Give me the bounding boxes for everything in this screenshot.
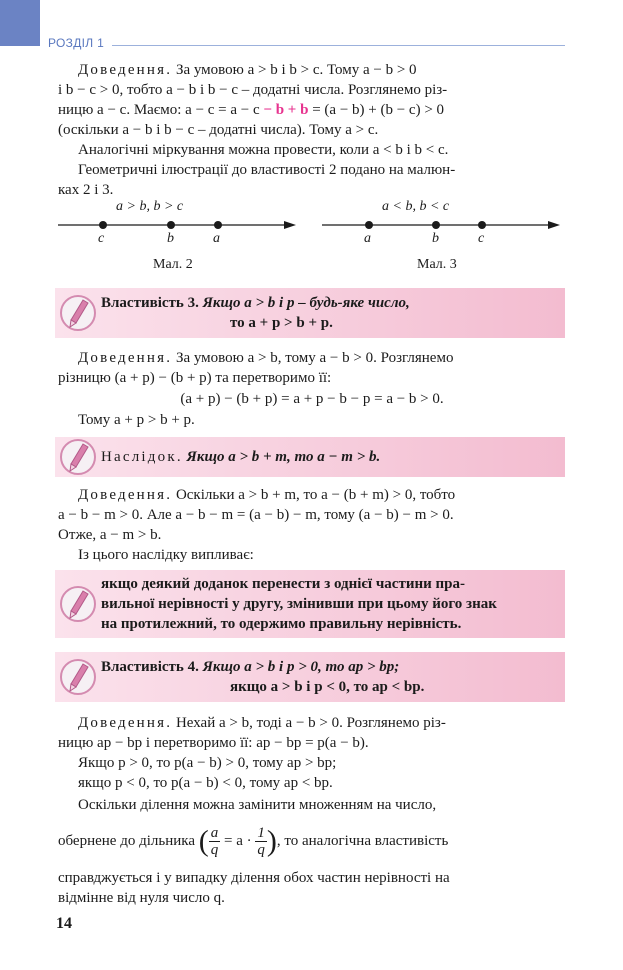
proof1-line7: ках 2 і 3. [58, 182, 114, 198]
pencil-icon [59, 585, 97, 623]
proof1-line6: Геометричні ілюстрації до властивості 2 подано на малюн- [78, 162, 456, 178]
property4-box [55, 652, 565, 702]
figure-2 [58, 195, 298, 275]
fig3-point-a: a [364, 231, 371, 246]
property3-box [55, 288, 565, 338]
fig2-condition: a > b, b > c [116, 199, 184, 214]
section-label: РОЗДІЛ 1 [48, 36, 105, 50]
fig2-point-b: b [167, 231, 174, 246]
highlight-term: − b + b [263, 102, 309, 118]
property3-line2: то a + p > b + p. [230, 315, 333, 331]
proof4-line3: Якщо p > 0, то p(a − b) > 0, тому ap > bp; [78, 755, 337, 771]
page-number: 14 [56, 915, 72, 932]
proof3-line3: Отже, a − m > b. [58, 527, 162, 543]
proof3-line1: Доведення. Оскільки a > b + m, то a − (b + m) > 0, тобто [78, 487, 456, 503]
proof4-line8: відмінне від нуля число q. [58, 890, 225, 906]
proof2-line2: різницю (a + p) − (b + p) та перетворимо її: [58, 370, 332, 386]
proof4-line7: справджується і у випадку ділення обох частин нерівності на [58, 870, 450, 886]
proof1-line5: Аналогічні міркування можна провести, коли a < b і b < c. [78, 142, 449, 158]
proof3-lead: Доведення. [78, 487, 173, 503]
proof2-line1: Доведення. За умовою a > b, тому a − b > 0. Розглянемо [78, 350, 454, 366]
proof2-line4: Тому a + p > b + p. [78, 412, 195, 428]
fig2-caption: Мал. 2 [153, 257, 193, 272]
proof4-line1: Доведення. Нехай a > b, тоді a − b > 0. Розглянемо різ- [78, 715, 446, 731]
proof3-line4: Із цього наслідку випливає: [78, 547, 254, 563]
proof4-lead: Доведення. [78, 715, 173, 731]
fig3-condition: a < b, b < c [382, 199, 450, 214]
proof4-line4: якщо p < 0, то p(a − b) < 0, тому ap < bp. [78, 775, 333, 791]
proof1-line2: і b − c > 0, тобто a − b і b − c – додатні числа. Розглянемо різ- [58, 82, 448, 98]
proof1-line3: ницю a − c. Маємо: a − c = a − c − b + b = (a − b) + (b − c) > 0 [58, 102, 445, 118]
proof4-line2: ницю ap − bp і перетворимо її: ap − bp = p(a − b). [58, 735, 369, 751]
pencil-icon [59, 658, 97, 696]
fig3-point-c: c [478, 231, 485, 246]
section-rule [112, 45, 565, 46]
pencil-icon [59, 438, 97, 476]
rule-line3: на протилежний, то одержимо правильну нерівність. [101, 616, 462, 632]
fig3-point-b: b [432, 231, 439, 246]
property3-title: Властивість 3. [101, 295, 199, 311]
proof1-lead: Доведення. [78, 62, 173, 78]
property4-line1: Властивість 4. Якщо a > b і p > 0, то ap > bp; [101, 659, 400, 675]
fig2-point-a: a [213, 231, 220, 246]
fraction-a-over-q: $\frac{a}{q}$ [210, 825, 219, 859]
pencil-icon [59, 294, 97, 332]
figure-3 [322, 195, 567, 275]
corollary-title: Наслідок. [101, 449, 183, 465]
fraction-1-over-q: $\frac{1}{q}$ [257, 825, 265, 859]
rule-box [55, 570, 565, 638]
rule-line1: якщо деякий доданок перенести з однієї частини пра- [101, 576, 465, 592]
proof4-line6: обернене до дільника ( $\frac{a}{q}$ = a · $\frac{1}{q}$ ), то аналогічна властивість [58, 824, 449, 859]
fig2-point-c: c [98, 231, 105, 246]
proof4-line5: Оскільки ділення можна замінити множенням на число, [78, 797, 437, 813]
corollary-line: Наслідок. Якщо a > b + m, то a − m > b. [101, 449, 381, 465]
proof2-formula: (a + p) − (b + p) = a + p − b − p = a − b > 0. [180, 391, 444, 407]
property4-title: Властивість 4. [101, 659, 199, 675]
fig3-caption: Мал. 3 [417, 257, 457, 272]
corner-tab [0, 0, 40, 46]
property3-line1: Властивість 3. Якщо a > b і p – будь-яке число, [101, 295, 410, 311]
proof1-line1: Доведення. За умовою a > b і b > c. Тому a − b > 0 [78, 62, 417, 78]
proof1-line4: (оскільки a − b і b − c – додатні числа). Тому a > c. [58, 122, 379, 138]
corollary-box [55, 437, 565, 477]
proof2-lead: Доведення. [78, 350, 173, 366]
rule-line2: вильної нерівності у другу, змінивши при цьому його знак [101, 596, 497, 612]
proof3-line2: a − b − m > 0. Але a − b − m = (a − b) − m, тому (a − b) − m > 0. [58, 507, 454, 523]
property4-line2: якщо a > b і p < 0, то ap < bp. [230, 679, 425, 695]
